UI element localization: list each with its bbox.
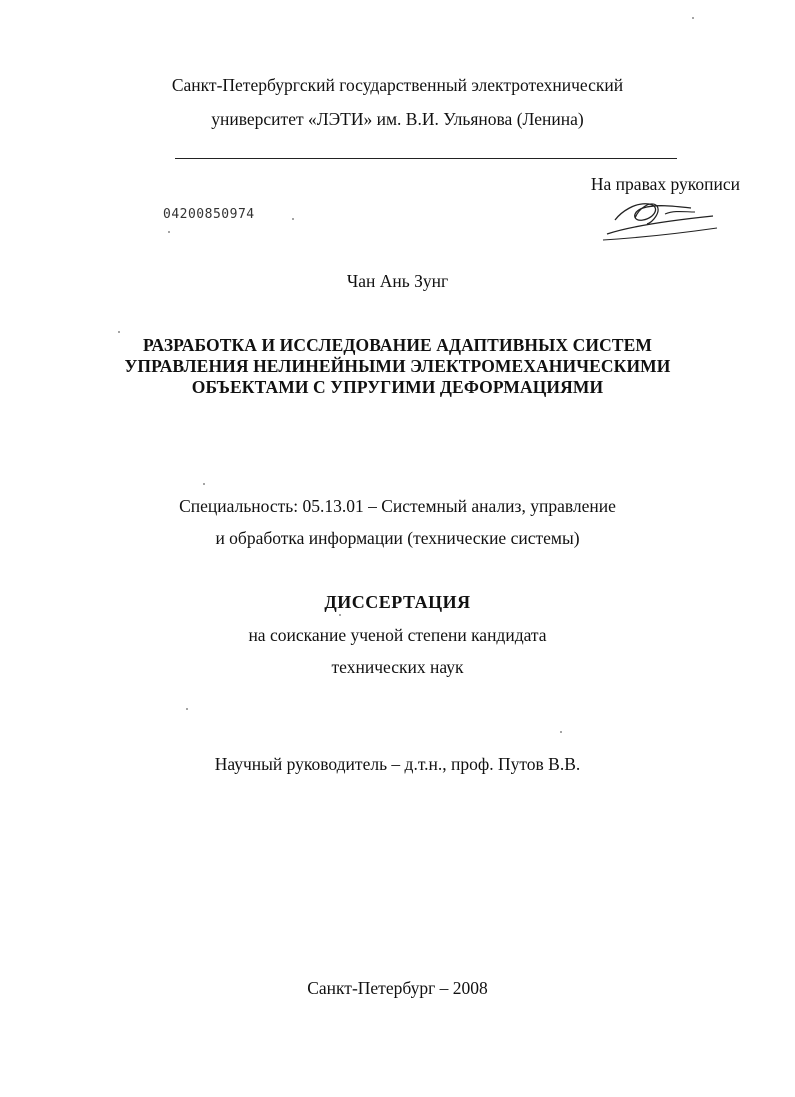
- institution-line-2: университет «ЛЭТИ» им. В.И. Ульянова (Ленина): [211, 109, 584, 129]
- title-line-2: УПРАВЛЕНИЯ НЕЛИНЕЙНЫМИ ЭЛЕКТРОМЕХАНИЧЕСКИМИ: [124, 356, 671, 376]
- scan-speck: [292, 218, 294, 220]
- title-line-3: ОБЪЕКТАМИ С УПРУГИМИ ДЕФОРМАЦИЯМИ: [191, 377, 604, 397]
- scan-speck: [692, 17, 694, 19]
- manuscript-note: На правах рукописи: [590, 174, 740, 194]
- degree-line-1: на соискание ученой степени кандидата: [248, 625, 547, 645]
- archive-number: 04200850974: [163, 207, 255, 222]
- title-line-1: РАЗРАБОТКА И ИССЛЕДОВАНИЕ АДАПТИВНЫХ СИСТЕМ: [142, 335, 652, 355]
- scientific-supervisor: Научный руководитель – д.т.н., проф. Путов В.В.: [214, 754, 581, 774]
- place-and-year: Санкт-Петербург – 2008: [307, 978, 488, 998]
- degree-line-2: технических наук: [331, 657, 464, 677]
- scan-speck: [203, 483, 205, 485]
- scan-speck: [118, 331, 120, 333]
- specialty-line-2: и обработка информации (технические системы): [215, 528, 580, 548]
- scan-speck: [186, 708, 188, 710]
- header-divider: [175, 158, 677, 159]
- scan-speck: [168, 231, 170, 233]
- signature-icon: [595, 192, 725, 247]
- author-name: Чан Ань Зунг: [346, 271, 449, 291]
- scan-speck: [339, 614, 341, 616]
- specialty-line-1: Специальность: 05.13.01 – Системный анализ, управление: [179, 496, 616, 516]
- institution-line-1: Санкт-Петербургский государственный электротехнический: [171, 75, 624, 95]
- scan-speck: [560, 731, 562, 733]
- document-type-heading: ДИССЕРТАЦИЯ: [324, 592, 471, 612]
